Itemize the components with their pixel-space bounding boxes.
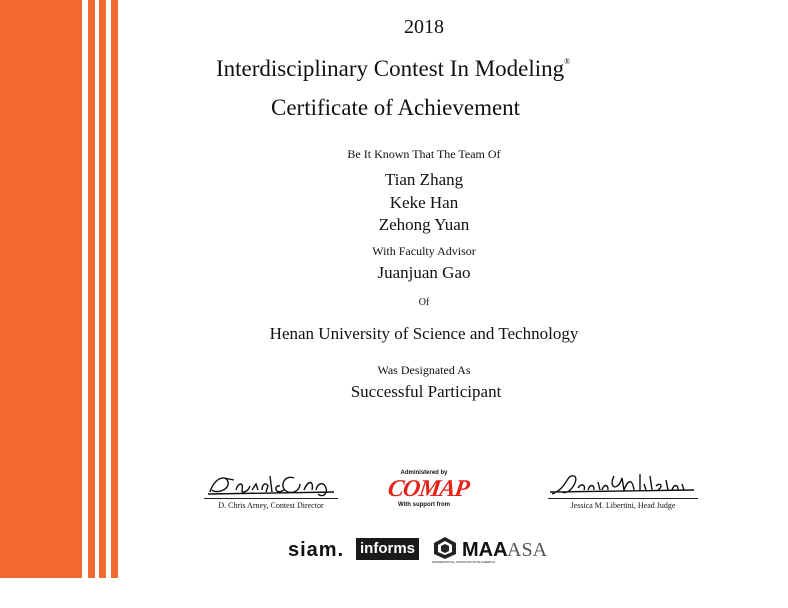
team-member: Keke Han [389, 193, 459, 212]
faculty-advisor: Juanjuan Gao [377, 263, 471, 282]
judge-signature [548, 468, 698, 498]
administered-label: Administered by [400, 470, 448, 476]
contest-name [216, 56, 570, 82]
informs-logo: informs [356, 538, 419, 560]
contest-name-text: Interdisciplinary Contest In Modeling [216, 56, 565, 81]
maa-text: MAA [462, 539, 508, 561]
of-label: Of [418, 297, 430, 308]
maa-logo [432, 536, 508, 565]
support-label: With support from [398, 502, 450, 508]
award-title: Successful Participant [350, 382, 502, 401]
maa-subtitle: MATHEMATICAL ASSOCIATION OF AMERICA [432, 560, 496, 564]
sponsor-logos [288, 535, 558, 565]
certificate-year: 2018 [404, 16, 444, 38]
team-member: Tian Zhang [384, 170, 464, 189]
director-signature-block [204, 468, 338, 510]
orange-border-stripe [111, 0, 118, 578]
registered-mark: ® [564, 57, 571, 66]
maa-icon [432, 536, 458, 560]
orange-border-stripe [0, 0, 82, 578]
judge-signature-block [548, 468, 698, 510]
siam-logo: siam. [288, 539, 345, 561]
director-caption: D. Chris Arney, Contest Director [218, 501, 324, 510]
team-member: Zehong Yuan [378, 215, 470, 234]
comap-logo: COMAP [386, 476, 471, 502]
judge-caption: Jessica M. Libertini, Head Judge [570, 501, 676, 510]
university-name: Henan University of Science and Technology [269, 324, 579, 343]
known-label: Be It Known That The Team Of [347, 147, 501, 161]
advisor-label: With Faculty Advisor [372, 244, 476, 258]
signature-line [204, 498, 338, 499]
signature-line [548, 498, 698, 499]
director-signature [204, 468, 338, 498]
designated-label: Was Designated As [377, 363, 471, 377]
orange-border-stripe [88, 0, 95, 578]
asa-logo: ASA [507, 539, 548, 561]
orange-border-stripe [99, 0, 106, 578]
administrator-block [386, 470, 471, 508]
certificate-title: Certificate of Achievement [271, 95, 521, 120]
